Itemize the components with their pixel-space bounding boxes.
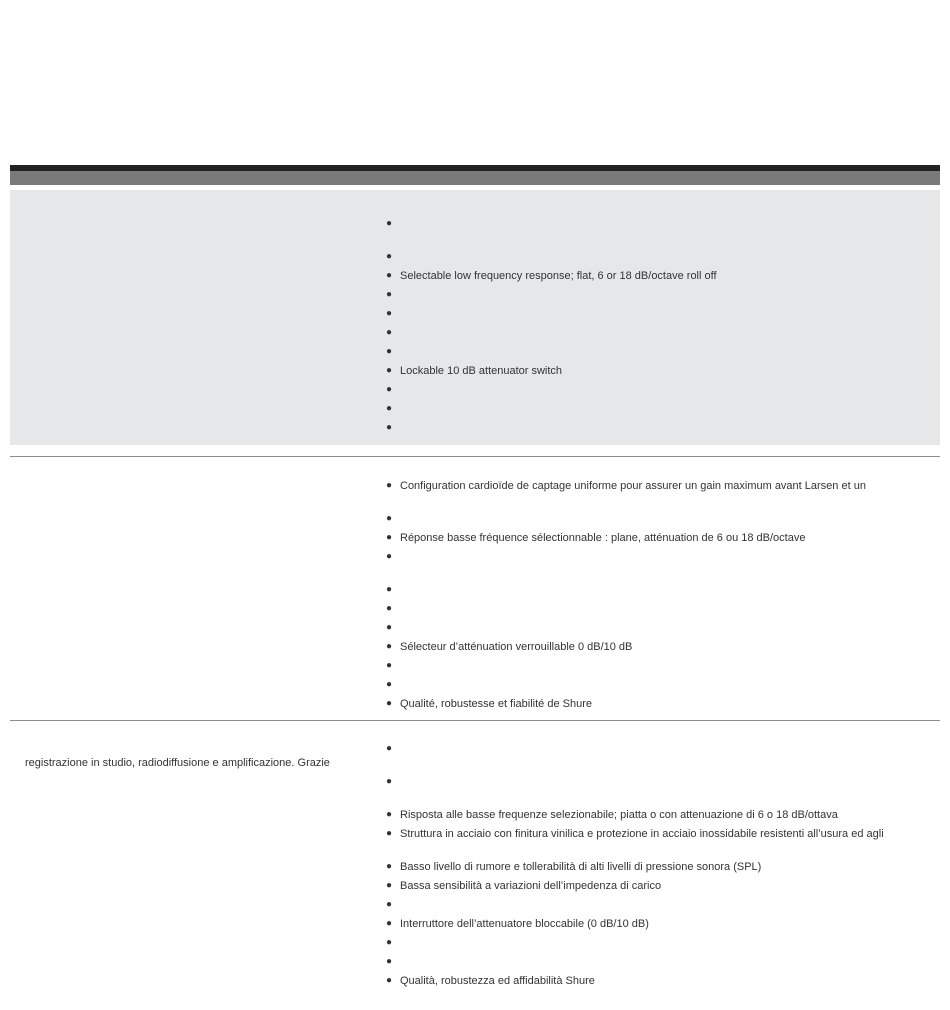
section-divider — [10, 456, 940, 457]
bullet-icon: ● — [385, 956, 393, 967]
bullet-icon: ● — [385, 880, 393, 891]
bullet-icon: ● — [385, 218, 393, 229]
bullet-icon: ● — [385, 776, 393, 787]
bullet-icon: ● — [385, 899, 393, 910]
section-intro-text: registrazione in studio, radiodiffusione e amplificazione. Grazie — [25, 757, 330, 769]
bullet-icon: ● — [385, 975, 393, 986]
bullet-icon: ● — [385, 603, 393, 614]
bullet-icon: ● — [385, 809, 393, 820]
bullet-icon: ● — [385, 308, 393, 319]
bullet-icon: ● — [385, 289, 393, 300]
bullet-icon: ● — [385, 698, 393, 709]
bullet-icon: ● — [385, 743, 393, 754]
bullet-icon: ● — [385, 327, 393, 338]
bullet-icon: ● — [385, 403, 393, 414]
bullet-icon: ● — [385, 584, 393, 595]
bullet-icon: ● — [385, 513, 393, 524]
bullet-icon: ● — [385, 532, 393, 543]
bullet-icon: ● — [385, 422, 393, 433]
bullet-icon: ● — [385, 679, 393, 690]
bullet-icon: ● — [385, 480, 393, 491]
bullet-icon: ● — [385, 660, 393, 671]
bullet-icon: ● — [385, 270, 393, 281]
bullet-icon: ● — [385, 937, 393, 948]
bullet-icon: ● — [385, 551, 393, 562]
section-divider — [10, 720, 940, 721]
bullet-icon: ● — [385, 828, 393, 839]
bullet-icon: ● — [385, 641, 393, 652]
bullet-icon: ● — [385, 346, 393, 357]
bullet-icon: ● — [385, 861, 393, 872]
header-bar-gray — [10, 171, 940, 185]
bullet-icon: ● — [385, 918, 393, 929]
bullet-icon: ● — [385, 622, 393, 633]
section-english — [10, 190, 940, 445]
bullet-icon: ● — [385, 365, 393, 376]
bullet-icon: ● — [385, 251, 393, 262]
bullet-icon: ● — [385, 384, 393, 395]
